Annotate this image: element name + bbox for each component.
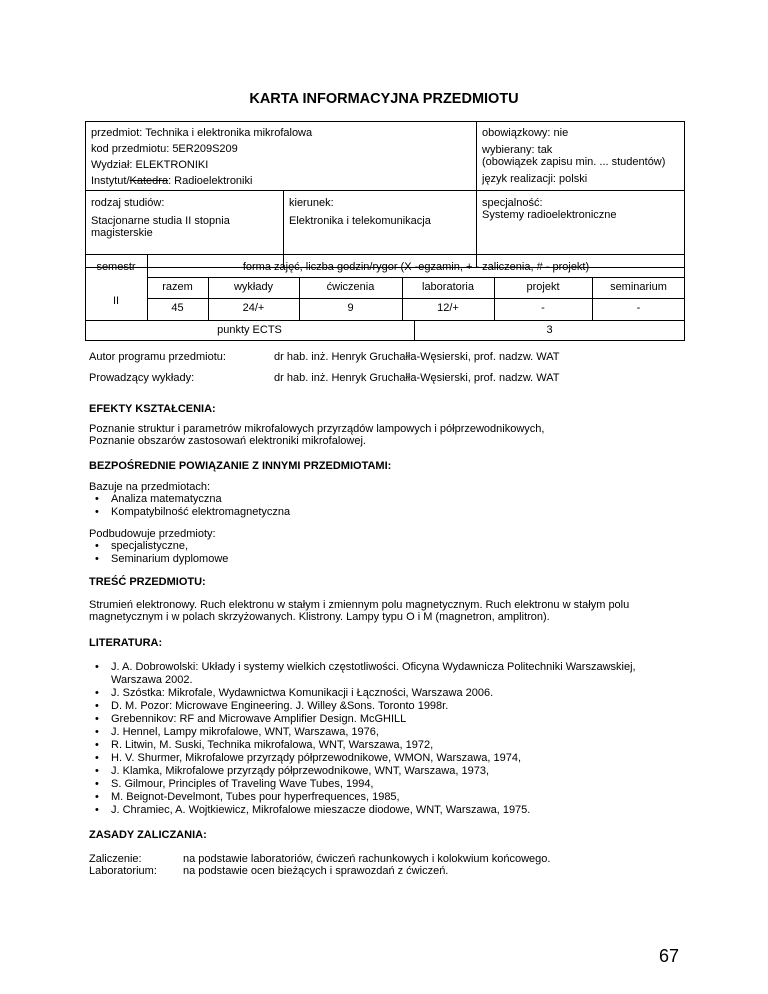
- list-item: • J. Szóstka: Mikrofale, Wydawnictwa Komunikacji i Łączności, Warszawa 2006.: [89, 687, 649, 700]
- semester-value: II: [112, 295, 120, 307]
- efekty-line-1: Poznanie struktur i parametrów mikrofalowych przyrządów lampowych i półprzewodnikowych,: [89, 423, 545, 435]
- list-item: • S. Gilmour, Principles of Traveling Wave Tubes, 1994,: [89, 778, 649, 791]
- list-item: • Grebennikov: RF and Microwave Amplifier Design. McGHILL: [89, 713, 649, 726]
- value-razem: 45: [171, 302, 184, 314]
- col-header-projekt: projekt: [526, 281, 560, 293]
- list-item: • R. Litwin, M. Suski, Technika mikrofalowa, WNT, Warszawa, 1972,: [89, 739, 649, 752]
- literature-list: [89, 661, 649, 817]
- list-item: • J. Klamka, Mikrofalowe przyrządy półprzewodnikowe, WNT, Warszawa, 1973,: [89, 765, 649, 778]
- section-heading-powiazanie: BEZPOŚREDNIE POWIĄZANIE Z INNYMI PRZEDMIOTAMI:: [89, 460, 392, 472]
- author-label: Autor programu przedmiotu:: [89, 351, 226, 363]
- col-header-wyklady: wykłady: [233, 281, 274, 293]
- study-type-value-1: Stacjonarne studia II stopnia: [91, 215, 230, 227]
- faculty: Wydział: ELEKTRONIKI: [91, 159, 209, 171]
- page-title: KARTA INFORMACYJNA PRZEDMIOTU: [249, 91, 519, 107]
- col-header-razem: razem: [162, 281, 193, 293]
- supports-label: Podbudowuje przedmioty:: [89, 528, 216, 540]
- field-label: kierunek:: [289, 197, 334, 209]
- value-seminarium: -: [636, 302, 641, 314]
- institute-prefix: Instytut/: [91, 175, 130, 187]
- institute-suffix: : Radioelektroniki: [168, 175, 253, 187]
- value-laboratoria: 12/+: [437, 302, 459, 314]
- section-heading-literatura: LITERATURA:: [89, 637, 163, 649]
- ects-label: punkty ECTS: [217, 324, 282, 336]
- specialty-value: Systemy radioelektroniczne: [482, 209, 617, 221]
- list-item: • Analiza matematyczna: [89, 493, 290, 506]
- value-projekt: -: [541, 302, 545, 314]
- list-item: • Kompatybilność elektromagnetyczna: [89, 506, 290, 519]
- subject-name: przedmiot: Technika i elektronika mikrofalowa: [91, 127, 313, 139]
- list-item: • J. Chramiec, A. Wojtkiewicz, Mikrofalowe mieszacze diodowe, WNT, Warszawa, 1975.: [89, 804, 649, 817]
- list-item: • Seminarium dyplomowe: [89, 553, 228, 566]
- value-wyklady: 24/+: [242, 302, 265, 314]
- lab-value: na podstawie ocen bieżących i sprawozdań z ćwiczeń.: [183, 865, 449, 877]
- lab-label: Laboratorium:: [89, 865, 157, 877]
- author-value: dr hab. inż. Henryk Gruchałła-Węsierski, prof. nadzw. WAT: [274, 351, 560, 363]
- list-item: • D. M. Pozor: Microwave Engineering. J. Willey &Sons. Toronto 1998r.: [89, 700, 649, 713]
- list-item: • H. V. Shurmer, Mikrofalowe przyrządy półprzewodnikowe, WMON, Warszawa, 1974,: [89, 752, 649, 765]
- efekty-line-2: Poznanie obszarów zastosowań elektroniki mikrofalowej.: [89, 435, 366, 447]
- form-label: forma zajęć, liczba godzin/rygor (X -egzamin, + - zaliczenia, # - projekt): [242, 261, 590, 273]
- list-item: • J. A. Dobrowolski: Układy i systemy wielkich częstotliwości. Oficyna Wydawnicza Politechniki Warszawskiej, Warszawa 2002.: [89, 661, 649, 687]
- study-type-value-2: magisterskie: [91, 227, 153, 239]
- list-item: • M. Beignot-Develmont, Tubes pour hyperfrequences, 1985,: [89, 791, 649, 804]
- ects-value: 3: [546, 324, 553, 336]
- mandatory: obowiązkowy: nie: [482, 127, 569, 139]
- specialty-label: specjalność:: [482, 197, 543, 209]
- section-heading-tresc: TREŚĆ PRZEDMIOTU:: [89, 576, 206, 588]
- supports-list: [89, 540, 228, 566]
- subject-code: kod przedmiotu: 5ER209S209: [91, 143, 238, 155]
- institute-struck: Katedra: [129, 175, 169, 187]
- col-header-seminarium: seminarium: [610, 281, 667, 293]
- lecturer-value: dr hab. inż. Henryk Gruchałła-Węsierski, prof. nadzw. WAT: [274, 372, 560, 384]
- tresc-line-2: magnetycznym i w polach skrzyżowanych. Klistrony. Lampy typu O i M (magnetron, amplitron).: [89, 611, 550, 623]
- lecturer-label: Prowadzący wykłady:: [89, 372, 195, 384]
- col-header-cwiczenia: ćwiczenia: [326, 281, 375, 293]
- col-header-laboratoria: laboratoria: [422, 281, 474, 293]
- study-type-label: rodzaj studiów:: [91, 197, 165, 209]
- list-item: • specjalistyczne,: [89, 540, 228, 553]
- pass-value: na podstawie laboratoriów, ćwiczeń rachunkowych i kolokwium końcowego.: [183, 853, 551, 865]
- page-number: 67: [658, 946, 679, 966]
- builds-on-list: [89, 493, 290, 519]
- institute: [91, 175, 252, 188]
- value-cwiczenia: 9: [347, 302, 354, 314]
- elective: wybierany: tak: [482, 144, 553, 156]
- builds-on-label: Bazuje na przedmiotach:: [89, 481, 211, 493]
- enrollment-obligation: (obowiązek zapisu min. ... studentów): [482, 156, 666, 168]
- semester-label: semestr: [96, 261, 136, 273]
- language: język realizacji: polski: [482, 173, 588, 185]
- section-heading-zasady: ZASADY ZALICZANIA:: [89, 829, 207, 841]
- tresc-line-1: Strumień elektronowy. Ruch elektronu w stałym i zmiennym polu magnetycznym. Ruch elektronu w stałym polu: [89, 599, 630, 611]
- list-item: • J. Hennel, Lampy mikrofalowe, WNT, Warszawa, 1976,: [89, 726, 649, 739]
- pass-label: Zaliczenie:: [89, 853, 142, 865]
- section-heading-efekty: EFEKTY KSZTAŁCENIA:: [89, 403, 216, 415]
- field-value: Elektronika i telekomunikacja: [289, 215, 431, 227]
